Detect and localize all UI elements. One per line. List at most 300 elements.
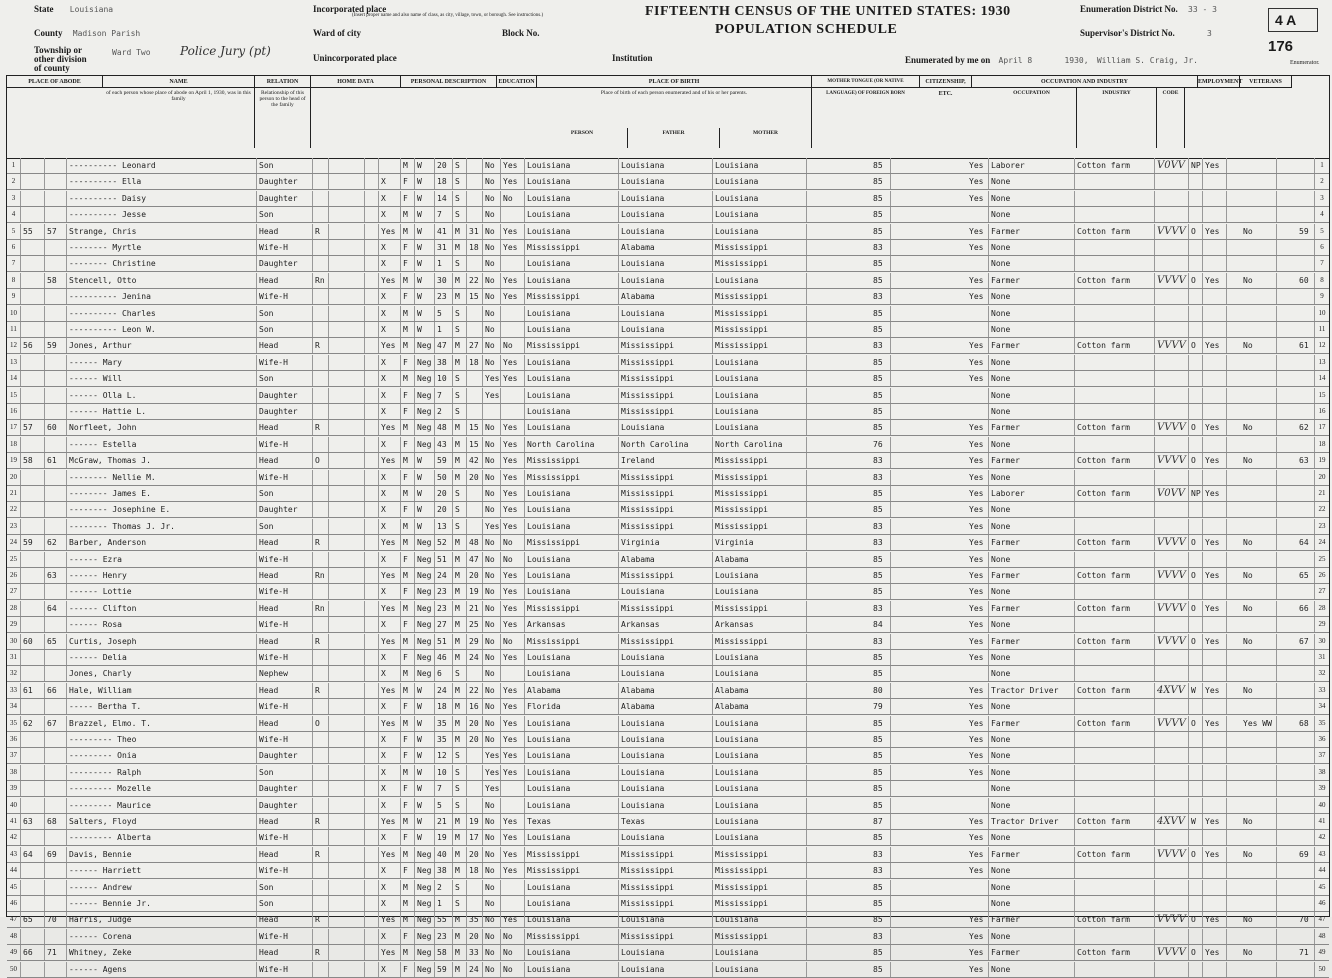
cell-bp: Louisiana <box>525 716 619 731</box>
cell-emp <box>1203 863 1227 878</box>
cell-name: ---------- Leonard <box>67 158 257 173</box>
cell-rid <box>1297 470 1315 485</box>
cell-fbp: Louisiana <box>619 224 713 239</box>
supervisor-value: 3 <box>1207 29 1212 38</box>
cell-code: 76 <box>871 437 891 452</box>
cell-n: 26 <box>7 568 21 583</box>
cell-radio <box>365 289 379 304</box>
cell-fbp: Mississippi <box>619 896 713 911</box>
cell-name: Curtis, Joseph <box>67 634 257 649</box>
cell-name: ------ Agens <box>67 962 257 977</box>
schedule-table <box>6 75 1330 974</box>
cell-occ: Farmer <box>989 716 1075 731</box>
cell-age: 24 <box>435 568 453 583</box>
cell-oc: VVVV <box>1155 601 1189 616</box>
cell-bp: Louisiana <box>525 552 619 567</box>
cell-sex: M <box>401 158 415 173</box>
cell-farm: Yes <box>379 453 401 468</box>
cell-sex: F <box>401 552 415 567</box>
cell-cls <box>1189 207 1203 222</box>
cell-bp: Mississippi <box>525 929 619 944</box>
cell-line-number-right: 21 <box>1318 489 1326 497</box>
cell-sch: No <box>483 732 501 747</box>
cell-code: 85 <box>871 486 891 501</box>
group-abode: PLACE OF ABODE <box>7 76 103 88</box>
cell-race: W <box>415 798 435 813</box>
cell-oc <box>1155 289 1189 304</box>
cell-farm: X <box>379 486 401 501</box>
cell-mar: S <box>453 880 467 895</box>
cell-own <box>313 519 329 534</box>
cell-line-number-right: 25 <box>1318 554 1326 563</box>
cell-code: 83 <box>871 847 891 862</box>
cell-rel: Wife-H <box>257 355 313 370</box>
cell-fam: 68 <box>45 814 67 829</box>
cell-mar: S <box>453 174 467 189</box>
cell-emp <box>1203 732 1227 747</box>
cell-radio <box>365 191 379 206</box>
cell-mar: S <box>453 371 467 386</box>
table-row <box>7 355 1329 371</box>
cell-mar: S <box>453 748 467 763</box>
cell-dw <box>21 256 45 271</box>
cell-mbp: Arkansas <box>713 617 807 632</box>
cell-name: ------ Olla L. <box>67 388 257 403</box>
cell-val <box>329 519 365 534</box>
cell-farm: X <box>379 650 401 665</box>
cell-mbp: Louisiana <box>713 765 807 780</box>
cell-rid <box>1297 732 1315 747</box>
cell-agem: 31 <box>467 224 483 239</box>
cell-read: Yes <box>501 420 525 435</box>
cell-radio <box>365 765 379 780</box>
cell-sex: M <box>401 683 415 698</box>
cell-line-number-right: 41 <box>1318 817 1326 825</box>
cell-read: Yes <box>501 683 525 698</box>
cell-own <box>313 880 329 895</box>
cell-age: 20 <box>435 158 453 173</box>
cell-sch: No <box>483 322 501 337</box>
cell-emp: Yes <box>1203 420 1227 435</box>
cell-fam <box>45 962 67 977</box>
cell-mbp: Mississippi <box>713 519 807 534</box>
cell-farm: Yes <box>379 224 401 239</box>
cell-dw: 64 <box>21 847 45 862</box>
cell-radio <box>365 240 379 255</box>
cell-race: Neg <box>415 962 435 977</box>
table-row <box>7 568 1329 584</box>
institution-field <box>612 53 653 63</box>
cell-race: W <box>415 732 435 747</box>
cell-mar: M <box>453 420 467 435</box>
cell-own <box>313 240 329 255</box>
cell-val <box>329 748 365 763</box>
name-description: of each person whose place of abode on April 1, 1930, was in this family <box>103 88 255 148</box>
cell-radio <box>365 781 379 796</box>
cell-rid: 67 <box>1297 634 1315 649</box>
cell-radio <box>365 699 379 714</box>
cell-ind: Cotton farm <box>1075 912 1155 927</box>
cell-agem <box>467 191 483 206</box>
cell-occ: Tractor Driver <box>989 814 1075 829</box>
cell-n: 33 <box>7 683 21 698</box>
cell-age: 2 <box>435 880 453 895</box>
cell-n: 2 <box>7 174 21 189</box>
cell-age: 55 <box>435 912 453 927</box>
cell-sch: No <box>483 552 501 567</box>
cell-code: 83 <box>871 535 891 550</box>
cell-agem: 20 <box>467 470 483 485</box>
cell-fbp: Louisiana <box>619 584 713 599</box>
cell-eng <box>967 798 989 813</box>
cell-oc <box>1155 552 1189 567</box>
cell-fam <box>45 470 67 485</box>
cell-farm: X <box>379 174 401 189</box>
cell-bp: Mississippi <box>525 601 619 616</box>
cell-mar: M <box>453 962 467 977</box>
cell-fbp: Louisiana <box>619 273 713 288</box>
cell-n: 7 <box>7 256 21 271</box>
cell-code: 87 <box>871 814 891 829</box>
cell-code: 85 <box>871 666 891 681</box>
cell-rid <box>1297 256 1315 271</box>
block-field <box>502 28 540 38</box>
cell-mbp: Louisiana <box>713 584 807 599</box>
cell-n: 43 <box>7 847 21 862</box>
cell-race: Neg <box>415 945 435 960</box>
cell-age: 40 <box>435 847 453 862</box>
cell-mar: M <box>453 617 467 632</box>
cell-mar: M <box>453 355 467 370</box>
cell-name: Jones, Charly <box>67 666 257 681</box>
cell-fam: 61 <box>45 453 67 468</box>
supervisor-field <box>1080 28 1212 38</box>
cell-emp <box>1203 781 1227 796</box>
cell-fam <box>45 486 67 501</box>
cell-rid: 60 <box>1297 273 1315 288</box>
cell-mar: M <box>453 716 467 731</box>
cell-fbp: Mississippi <box>619 863 713 878</box>
cell-fam: 64 <box>45 601 67 616</box>
table-row <box>7 388 1329 404</box>
cell-sch: No <box>483 568 501 583</box>
table-row <box>7 552 1329 568</box>
cell-agem <box>467 371 483 386</box>
cell-ind: Cotton farm <box>1075 847 1155 862</box>
cell-val <box>329 945 365 960</box>
cell-rel: Wife-H <box>257 240 313 255</box>
table-row <box>7 584 1329 600</box>
cell-val <box>329 683 365 698</box>
cell-own <box>313 158 329 173</box>
cell-agem: 25 <box>467 617 483 632</box>
cell-occ: None <box>989 830 1075 845</box>
cell-eng: Yes <box>967 765 989 780</box>
cell-dw <box>21 502 45 517</box>
cell-read: Yes <box>501 732 525 747</box>
cell-dw <box>21 388 45 403</box>
cell-agem: 19 <box>467 584 483 599</box>
cell-radio <box>365 798 379 813</box>
cell-own <box>313 207 329 222</box>
cell-val <box>329 338 365 353</box>
occupation-header: OCCUPATION <box>987 88 1077 148</box>
cell-name: ---------- Daisy <box>67 191 257 206</box>
cell-read: Yes <box>501 502 525 517</box>
cell-n: 42 <box>7 830 21 845</box>
cell-farm: Yes <box>379 568 401 583</box>
cell-race: Neg <box>415 634 435 649</box>
cell-bp: Louisiana <box>525 912 619 927</box>
cell-farm: X <box>379 322 401 337</box>
cell-cls <box>1189 880 1203 895</box>
cell-age: 27 <box>435 617 453 632</box>
cell-val <box>329 437 365 452</box>
cell-age: 20 <box>435 502 453 517</box>
cell-emp <box>1203 699 1227 714</box>
cell-read: Yes <box>501 716 525 731</box>
cell-own <box>313 306 329 321</box>
cell-mar: S <box>453 404 467 419</box>
cell-bp: Louisiana <box>525 306 619 321</box>
cell-dw <box>21 207 45 222</box>
cell-ind: Cotton farm <box>1075 273 1155 288</box>
cell-occ: None <box>989 404 1075 419</box>
cell-age: 51 <box>435 552 453 567</box>
cell-race: Neg <box>415 404 435 419</box>
cell-occ: None <box>989 765 1075 780</box>
cell-agem <box>467 207 483 222</box>
cell-sch: No <box>483 535 501 550</box>
cell-code: 85 <box>871 880 891 895</box>
cell-line-number-right: 10 <box>1318 308 1326 317</box>
cell-eng: Yes <box>967 273 989 288</box>
cell-code: 83 <box>871 470 891 485</box>
cell-radio <box>365 420 379 435</box>
cell-race: Neg <box>415 584 435 599</box>
cell-line-number-right: 23 <box>1318 521 1326 530</box>
cell-fbp: Louisiana <box>619 962 713 977</box>
cell-val <box>329 798 365 813</box>
cell-rel: Wife-H <box>257 617 313 632</box>
cell-sch: No <box>483 798 501 813</box>
cell-eng: Yes <box>967 683 989 698</box>
cell-mar: S <box>453 322 467 337</box>
cell-oc: VVVV <box>1155 634 1189 649</box>
cell-farm: X <box>379 191 401 206</box>
cell-emp <box>1203 650 1227 665</box>
cell-sex: F <box>401 437 415 452</box>
cell-dw <box>21 470 45 485</box>
cell-code: 85 <box>871 830 891 845</box>
cell-emp <box>1203 896 1227 911</box>
cell-sex: M <box>401 453 415 468</box>
cell-fbp: Mississippi <box>619 338 713 353</box>
cell-name: ------ Andrew <box>67 880 257 895</box>
cell-ind <box>1075 880 1155 895</box>
cell-sch: Yes <box>483 748 501 763</box>
cell-cls <box>1189 830 1203 845</box>
cell-rel: Son <box>257 158 313 173</box>
cell-bp: Mississippi <box>525 634 619 649</box>
cell-mar: S <box>453 519 467 534</box>
cell-val <box>329 765 365 780</box>
cell-read: Yes <box>501 240 525 255</box>
cell-dw <box>21 798 45 813</box>
cell-line-number-right: 6 <box>1320 243 1324 251</box>
cell-name: Hale, William <box>67 683 257 698</box>
cell-farm: X <box>379 962 401 977</box>
cell-ind <box>1075 174 1155 189</box>
cell-age: 14 <box>435 191 453 206</box>
cell-eng: Yes <box>967 191 989 206</box>
cell-mbp: Mississippi <box>713 601 807 616</box>
cell-mbp: Louisiana <box>713 830 807 845</box>
cell-agem <box>467 896 483 911</box>
cell-dw: 57 <box>21 420 45 435</box>
cell-race: W <box>415 322 435 337</box>
group-citizenship: CITIZENSHIP, ETC. <box>920 76 972 88</box>
cell-agem <box>467 388 483 403</box>
cell-emp <box>1203 306 1227 321</box>
cell-fam <box>45 781 67 796</box>
cell-own <box>313 191 329 206</box>
cell-mar: M <box>453 453 467 468</box>
cell-name: -------- Christine <box>67 256 257 271</box>
cell-code: 79 <box>871 699 891 714</box>
cell-vet: No <box>1241 847 1277 862</box>
enumerator-name: William S. Craig, Jr. <box>1096 56 1198 65</box>
cell-sch: No <box>483 962 501 977</box>
cell-code: 83 <box>871 338 891 353</box>
cell-fbp: Louisiana <box>619 256 713 271</box>
cell-emp <box>1203 191 1227 206</box>
table-row <box>7 732 1329 748</box>
cell-fam: 62 <box>45 535 67 550</box>
cell-read: Yes <box>501 470 525 485</box>
county-label: County <box>34 28 63 38</box>
cell-own <box>313 781 329 796</box>
cell-val <box>329 732 365 747</box>
cell-age: 46 <box>435 650 453 665</box>
cell-rid <box>1297 289 1315 304</box>
cell-agem <box>467 486 483 501</box>
cell-n: 19 <box>7 453 21 468</box>
cell-radio <box>365 683 379 698</box>
cell-age: 18 <box>435 699 453 714</box>
cell-name: --------- Ralph <box>67 765 257 780</box>
cell-line-number-right: 39 <box>1318 784 1326 793</box>
cell-radio <box>365 404 379 419</box>
cell-radio <box>365 174 379 189</box>
cell-cls: O <box>1189 273 1203 288</box>
table-row <box>7 453 1329 469</box>
cell-emp <box>1203 322 1227 337</box>
cell-race: Neg <box>415 617 435 632</box>
cell-agem <box>467 798 483 813</box>
cell-race: Neg <box>415 388 435 403</box>
cell-code: 85 <box>871 765 891 780</box>
cell-radio <box>365 256 379 271</box>
cell-race: W <box>415 486 435 501</box>
cell-mbp: Louisiana <box>713 912 807 927</box>
cell-name: Norfleet, John <box>67 420 257 435</box>
group-veterans: VETERANS <box>1240 76 1292 88</box>
cell-oc <box>1155 191 1189 206</box>
relation-description: Relationship of this person to the head of the family <box>255 88 311 148</box>
cell-line-number-right: 8 <box>1320 275 1324 284</box>
cell-sex: M <box>401 666 415 681</box>
cell-ind <box>1075 863 1155 878</box>
cell-occ: Farmer <box>989 945 1075 960</box>
cell-ind <box>1075 896 1155 911</box>
cell-farm: Yes <box>379 814 401 829</box>
cell-vet <box>1241 650 1277 665</box>
cell-sex: F <box>401 388 415 403</box>
cell-race: Neg <box>415 437 435 452</box>
cell-oc <box>1155 519 1189 534</box>
cell-oc: VVVV <box>1155 568 1189 583</box>
table-row <box>7 650 1329 666</box>
cell-name: ----- Bertha T. <box>67 699 257 714</box>
cell-dw <box>21 781 45 796</box>
cell-rid <box>1297 437 1315 452</box>
cell-name: ---------- Jenina <box>67 289 257 304</box>
cell-code: 85 <box>871 224 891 239</box>
cell-name: ------ Corena <box>67 929 257 944</box>
cell-race: W <box>415 191 435 206</box>
cell-fbp: Mississippi <box>619 568 713 583</box>
table-row <box>7 912 1329 928</box>
cell-occ: None <box>989 519 1075 534</box>
cell-read: No <box>501 945 525 960</box>
cell-read: No <box>501 962 525 977</box>
cell-code: 83 <box>871 289 891 304</box>
cell-farm: X <box>379 830 401 845</box>
unincorporated-field <box>313 53 397 63</box>
cell-occ: Farmer <box>989 847 1075 862</box>
group-tongue: MOTHER TONGUE (OR NATIVE LANGUAGE) OF FOREIGN BORN <box>812 76 920 88</box>
cell-fam: 71 <box>45 945 67 960</box>
cell-val <box>329 240 365 255</box>
cell-sex: F <box>401 962 415 977</box>
cell-sex: M <box>401 338 415 353</box>
cell-fbp: Mississippi <box>619 486 713 501</box>
cell-sex: F <box>401 798 415 813</box>
incorporated-label: Incorporated place <box>313 4 387 14</box>
cell-race: W <box>415 256 435 271</box>
cell-eng: Yes <box>967 699 989 714</box>
cell-dw <box>21 240 45 255</box>
cell-n: 38 <box>7 765 21 780</box>
cell-farm: X <box>379 781 401 796</box>
cell-val <box>329 617 365 632</box>
cell-n: 14 <box>7 371 21 386</box>
cell-mar: M <box>453 830 467 845</box>
cell-code: 85 <box>871 716 891 731</box>
cell-radio <box>365 880 379 895</box>
cell-oc <box>1155 207 1189 222</box>
cell-mar: M <box>453 732 467 747</box>
cell-vet: No <box>1241 912 1277 927</box>
cell-vet <box>1241 519 1277 534</box>
cell-sex: M <box>401 224 415 239</box>
cell-vet <box>1241 962 1277 977</box>
cell-vet <box>1241 355 1277 370</box>
table-row <box>7 158 1329 174</box>
cell-mar: M <box>453 847 467 862</box>
cell-sch: No <box>483 420 501 435</box>
